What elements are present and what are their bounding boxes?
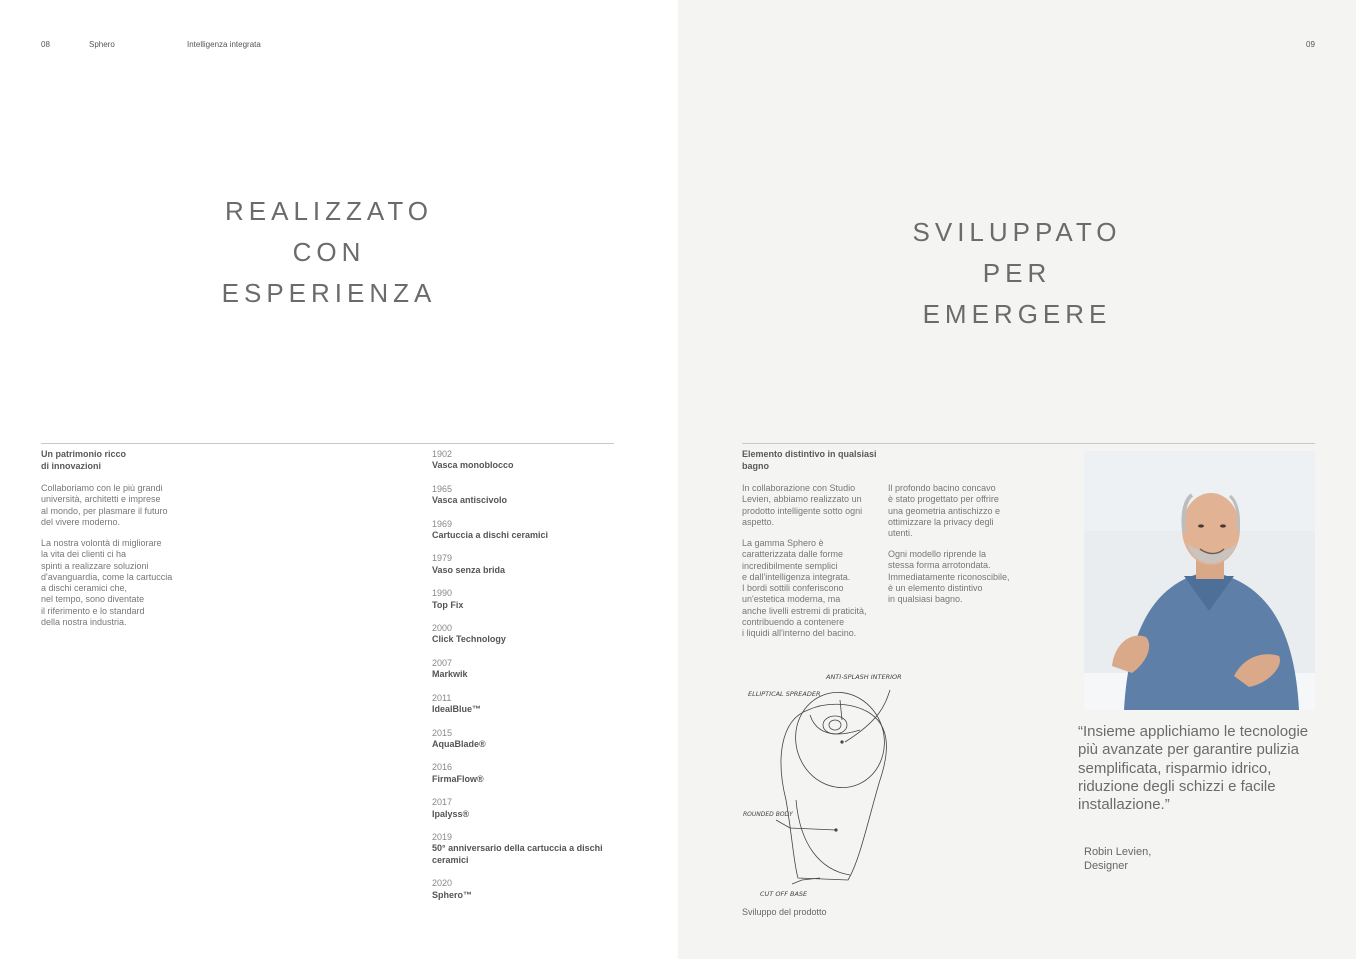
timeline-item [432, 832, 622, 866]
timeline-year: 2007 [432, 657, 453, 668]
product-sketch [740, 670, 930, 900]
page-number-left: 08 [41, 40, 50, 49]
right-title [902, 212, 1132, 335]
timeline-year: 1965 [432, 483, 453, 494]
sketch-label-anti-splash: ANTI-SPLASH INTERIOR [826, 673, 902, 681]
innovation-timeline [432, 449, 622, 913]
right-title-line: SVILUPPATO [912, 217, 1122, 247]
sketch-caption: Sviluppo del prodotto [742, 907, 827, 917]
timeline-label: Vaso senza brida [432, 564, 506, 575]
designer-photo [1084, 451, 1315, 710]
timeline-label: Sphero™ [432, 889, 473, 900]
timeline-label: Click Technology [432, 634, 506, 645]
timeline-label: IdealBlue™ [432, 704, 482, 715]
divider-right [742, 443, 1315, 444]
left-title-line: ESPERIENZA [221, 278, 437, 308]
sketch-label-rounded-body: ROUNDED BODY [743, 811, 793, 818]
right-col1-paragraph-2: La gamma Sphero è caratterizzata dalle forme incredibilmente semplici e dall'intelligenza integrata. I bordi sottili conferiscono un'estetica moderna, ma anche livelli estremi di praticità, contribuendo a contenere i liquidi all'interno del bacino. [742, 538, 867, 639]
left-paragraph-1: Collaboriamo con le più grandi università, architetti e imprese al mondo, per plasmare il futuro del vivere moderno. [41, 483, 168, 527]
sketch-label-cut-off-base: CUT OFF BASE [760, 890, 808, 898]
left-intro-title: Un patrimonio ricco di innovazioni [41, 449, 127, 471]
timeline-item [432, 693, 622, 716]
right-col1-paragraph-1: In collaborazione con Studio Levien, abbiamo realizzato un prodotto intelligente sotto ogni aspetto. [742, 483, 863, 527]
quote-author: Robin Levien, Designer [1084, 846, 1152, 872]
timeline-item [432, 449, 622, 472]
timeline-label: FirmaFlow® [432, 773, 484, 784]
sketch-curve [810, 715, 860, 734]
timeline-year: 1979 [432, 553, 453, 564]
timeline-label: Vasca antiscivolo [432, 495, 508, 506]
right-title-line: PER [982, 258, 1052, 288]
divider-left [41, 443, 614, 444]
timeline-item [432, 797, 622, 820]
sketch-point [841, 741, 843, 743]
timeline-item [432, 878, 622, 901]
timeline-item [432, 519, 622, 542]
sketch-leader [776, 820, 836, 830]
timeline-label: Ipalyss® [432, 808, 470, 819]
sketch-body [781, 704, 886, 880]
designer-quote: “Insieme applichiamo le tecnologie più avanzate per garantire pulizia semplificata, risparmio idrico, riduzione degli schizzi e facile installazione.” [1078, 723, 1309, 814]
sketch-point [835, 829, 837, 831]
timeline-item [432, 658, 622, 681]
timeline-label: Cartuccia a dischi ceramici [432, 530, 549, 541]
sketch-spreader-inner [829, 720, 841, 730]
right-intro-title: Elemento distintivo in qualsiasi bagno [742, 449, 877, 471]
sketch-curve [796, 800, 850, 875]
timeline-year: 2016 [432, 762, 453, 773]
left-title [214, 191, 444, 314]
timeline-item [432, 623, 622, 646]
timeline-item [432, 553, 622, 576]
timeline-item [432, 762, 622, 785]
timeline-label: 50° anniversario della cartuccia a dischi ceramici [432, 843, 603, 865]
timeline-item [432, 484, 622, 507]
timeline-label: Vasca monoblocco [432, 460, 514, 471]
right-col2-paragraph-2: Ogni modello riprende la stessa forma arrotondata. Immediatamente riconoscibile, è un elemento distintivo in qualsiasi bagno. [888, 549, 1010, 605]
brand-name: Sphero [89, 40, 115, 49]
left-paragraph-2: La nostra volontà di migliorare la vita dei clienti ci ha spinti a realizzare soluzioni d'avanguardia, come la cartuccia a dischi ceramici che, nel tempo, sono diventate il riferimento e lo standard della nostra industria. [41, 538, 173, 628]
left-title-line: CON [292, 237, 366, 267]
timeline-year: 2017 [432, 797, 453, 808]
timeline-year: 2011 [432, 692, 452, 703]
page-number-right: 09 [1306, 40, 1315, 49]
timeline-year: 1902 [432, 449, 453, 459]
section-name: Intelligenza integrata [187, 40, 261, 49]
timeline-year: 2000 [432, 623, 453, 634]
timeline-year: 2019 [432, 831, 453, 842]
left-title-line: REALIZZATO [225, 196, 433, 226]
timeline-item [432, 728, 622, 751]
timeline-label: AquaBlade® [432, 738, 486, 749]
sketch-label-spreader: ELLIPTICAL SPREADER [748, 690, 821, 698]
timeline-year: 2015 [432, 727, 453, 738]
timeline-year: 1969 [432, 518, 453, 529]
timeline-label: Markwik [432, 669, 468, 680]
timeline-label: Top Fix [432, 599, 464, 610]
designer-portrait-illustration [1084, 451, 1315, 710]
timeline-item [432, 588, 622, 611]
timeline-year: 1990 [432, 588, 453, 599]
sketch-leader [845, 690, 890, 742]
right-col2-paragraph-1: Il profondo bacino concavo è stato progettato per offrire una geometria antischizzo e ottimizzare la privacy degli utenti. [888, 483, 1001, 539]
timeline-year: 2020 [432, 878, 453, 889]
sketch-spreader [823, 716, 847, 734]
right-title-line: EMERGERE [922, 299, 1112, 329]
